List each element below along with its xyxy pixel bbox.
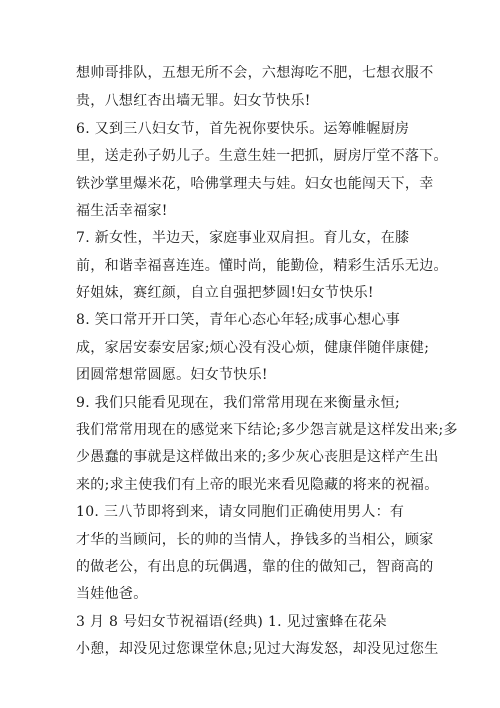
text-line: 团圆常想常圆愿。妇女节快乐!	[76, 367, 268, 383]
text-line: 成，家居安泰安居家;烦心没有没心烦，健康伴随伴康健;	[76, 340, 430, 356]
text-line: 好姐妹，赛红颜，自立自强把梦圆!妇女节快乐!	[76, 285, 374, 301]
text-line: 9. 我们只能看见现在，我们常常用现在来衡量永恒;	[76, 395, 401, 411]
text-line: 我们常常用现在的感觉来下结论;多少怨言就是这样发出来;多	[76, 422, 458, 438]
text-line: 少愚蠢的事就是这样做出来的;多少灰心丧胆是这样产生出	[76, 449, 439, 465]
text-line: 8. 笑口常开开口笑，青年心态心年轻;成事心想心事	[76, 312, 401, 328]
text-line: 里，送走孙子奶儿子。生意生娃一把抓，厨房厅堂不落下。	[76, 148, 448, 164]
text-line: 的做老公，有出息的玩偶遇，靠的住的做知己，智商高的	[76, 559, 434, 575]
text-line: 想帅哥排队，五想无所不会，六想海吃不肥，七想衣服不	[76, 65, 434, 81]
text-line: 当娃他爸。	[76, 586, 148, 602]
text-line: 3 月 8 号妇女节祝福语(经典) 1. 见过蜜蜂在花朵	[76, 614, 387, 630]
text-line: 前，和谐幸福喜连连。懂时尚，能勤俭，精彩生活乐无边。	[76, 258, 448, 274]
text-line: 7. 新女性，半边天，家庭事业双肩担。育儿女，在膝	[76, 230, 410, 246]
text-line: 10. 三八节即将到来，请女同胞们正确使用男人：有	[76, 504, 405, 520]
text-line: 才华的当顾问，长的帅的当情人，挣钱多的当相公，顾家	[76, 532, 434, 548]
text-line: 贵，八想红杏出墙无罪。妇女节快乐!	[76, 93, 311, 109]
text-line: 来的;求主使我们有上帝的眼光来看见隐藏的将来的祝福。	[76, 477, 439, 493]
text-line: 小憩，却没见过您课堂休息;见过大海发怒，却没见过您生	[76, 641, 439, 657]
text-line: 铁沙掌里爆米花，哈佛掌理夫与娃。妇女也能闯天下，幸	[76, 176, 434, 192]
text-line: 6. 又到三八妇女节，首先祝你要快乐。运筹帷幄厨房	[76, 121, 410, 137]
text-line: 福生活幸福家!	[76, 203, 168, 219]
